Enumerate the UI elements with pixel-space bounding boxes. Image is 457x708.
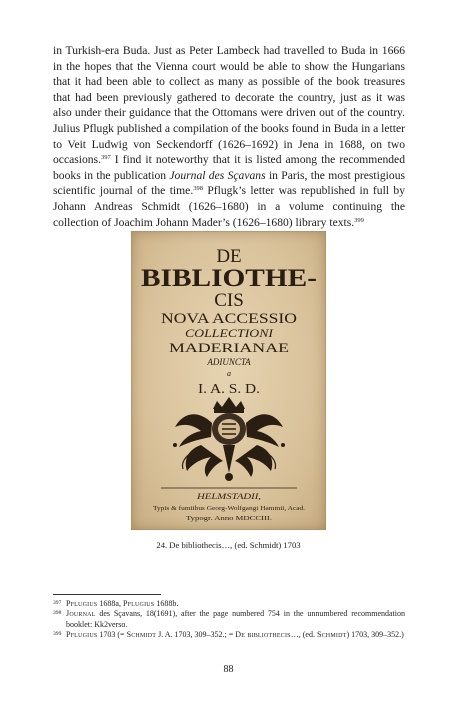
footnote-author: De bibliothecis [235,630,291,640]
footnote-author: Pflugius [122,599,155,608]
body-text-3: in Paris, the most prestigious scientific journal of the time. [53,168,406,198]
plate-line-cis: CIS [214,290,244,311]
imprint-printer: Typis & fumtibus Georg-Wolfgangi Hammii, Acad. [153,505,306,512]
footnote-text: ) 1703, 309–352.) [346,630,404,640]
imprint-place: HELMSTADII, [195,491,261,501]
imprint-date: Typogr. Anno MDCCIII. [186,515,273,522]
title-page-image [131,231,326,530]
footnote-number: 397 [53,600,62,606]
footnote-ref-398[interactable]: 398 [193,185,203,193]
footnote-author: Journal [66,609,96,619]
plate-line-de: DE [216,246,242,267]
title-page-plate [131,231,326,530]
plate-line-nova-accessio: NOVA ACCESSIO [161,311,297,327]
page-number: 88 [223,664,234,675]
footnote-text: …, (ed. [290,630,317,640]
footnote-text: 1688a, [97,599,123,608]
footnote-number: 399 [53,631,62,638]
footnote-rule [53,594,161,595]
body-paragraph [53,43,405,230]
footnote-399 [53,630,405,640]
body-text-2: I find it noteworthy that it is listed among the recommended books in the publication [53,153,405,182]
printers-ornament [173,397,285,481]
plate-line-maderianae: MADERIANAE [169,341,290,355]
footnote-text: des Sçavans, 18(1691), after the page numbered 754 in the unnumbered recommendation booklet: Kk2verso. [66,609,405,629]
body-text-1: in Turkish-era Buda. Just as Peter Lambeck had travelled to Buda in 1666 in the hopes that the Vienna court would be able to show the Hungarians that it had been able to collect as many as possible of the book treasures that had been previously gathered to decorate the country, just as it was also under their guidance that the Ottomans were driven out of the country. Julius Pflugk published a compilation of the books found in Buda in a letter to Veit Ludwig von Seckendorff (1626–1692) in Jena in 1688, on two occasions. [53,44,405,167]
footnote-text: 1703 (= [97,630,127,640]
footnote-text: 1688b. [154,599,179,608]
footnotes [53,599,405,641]
footnote-author: Pflugius [66,599,98,608]
footnote-397 [53,599,405,609]
footnote-text: J. A. 1703, 309–352.; = [156,630,236,640]
plate-line-iasd: I. A. S. D. [198,382,260,397]
footnote-number: 398 [53,610,62,617]
plate-line-adiuncta: ADIUNCTA [207,357,251,367]
journal-title: Journal des Sçavans [169,168,266,182]
figure-caption: 24. De bibliothecis…, (ed. Schmidt) 1703 [156,540,301,550]
footnote-author: Pflugius [66,630,98,640]
footnote-ref-397[interactable]: 397 [100,154,111,162]
body-text-4: Pflugk’s letter was republished in full by Johann Andreas Schmidt (1626–1680) in a volume continuing the collection of Joachim Johann Mader’s (1626–1680) library texts. [53,184,405,229]
plate-line-collectioni: COLLECTIONI [185,328,275,340]
footnote-author: Schmidt [126,630,157,640]
plate-line-bibliothe: BIBLIOTHE- [141,263,317,292]
footnote-398 [53,609,405,630]
footnote-author: Schmidt [316,630,347,640]
plate-line-a: a [227,369,231,378]
footnote-ref-399[interactable]: 399 [354,216,364,224]
